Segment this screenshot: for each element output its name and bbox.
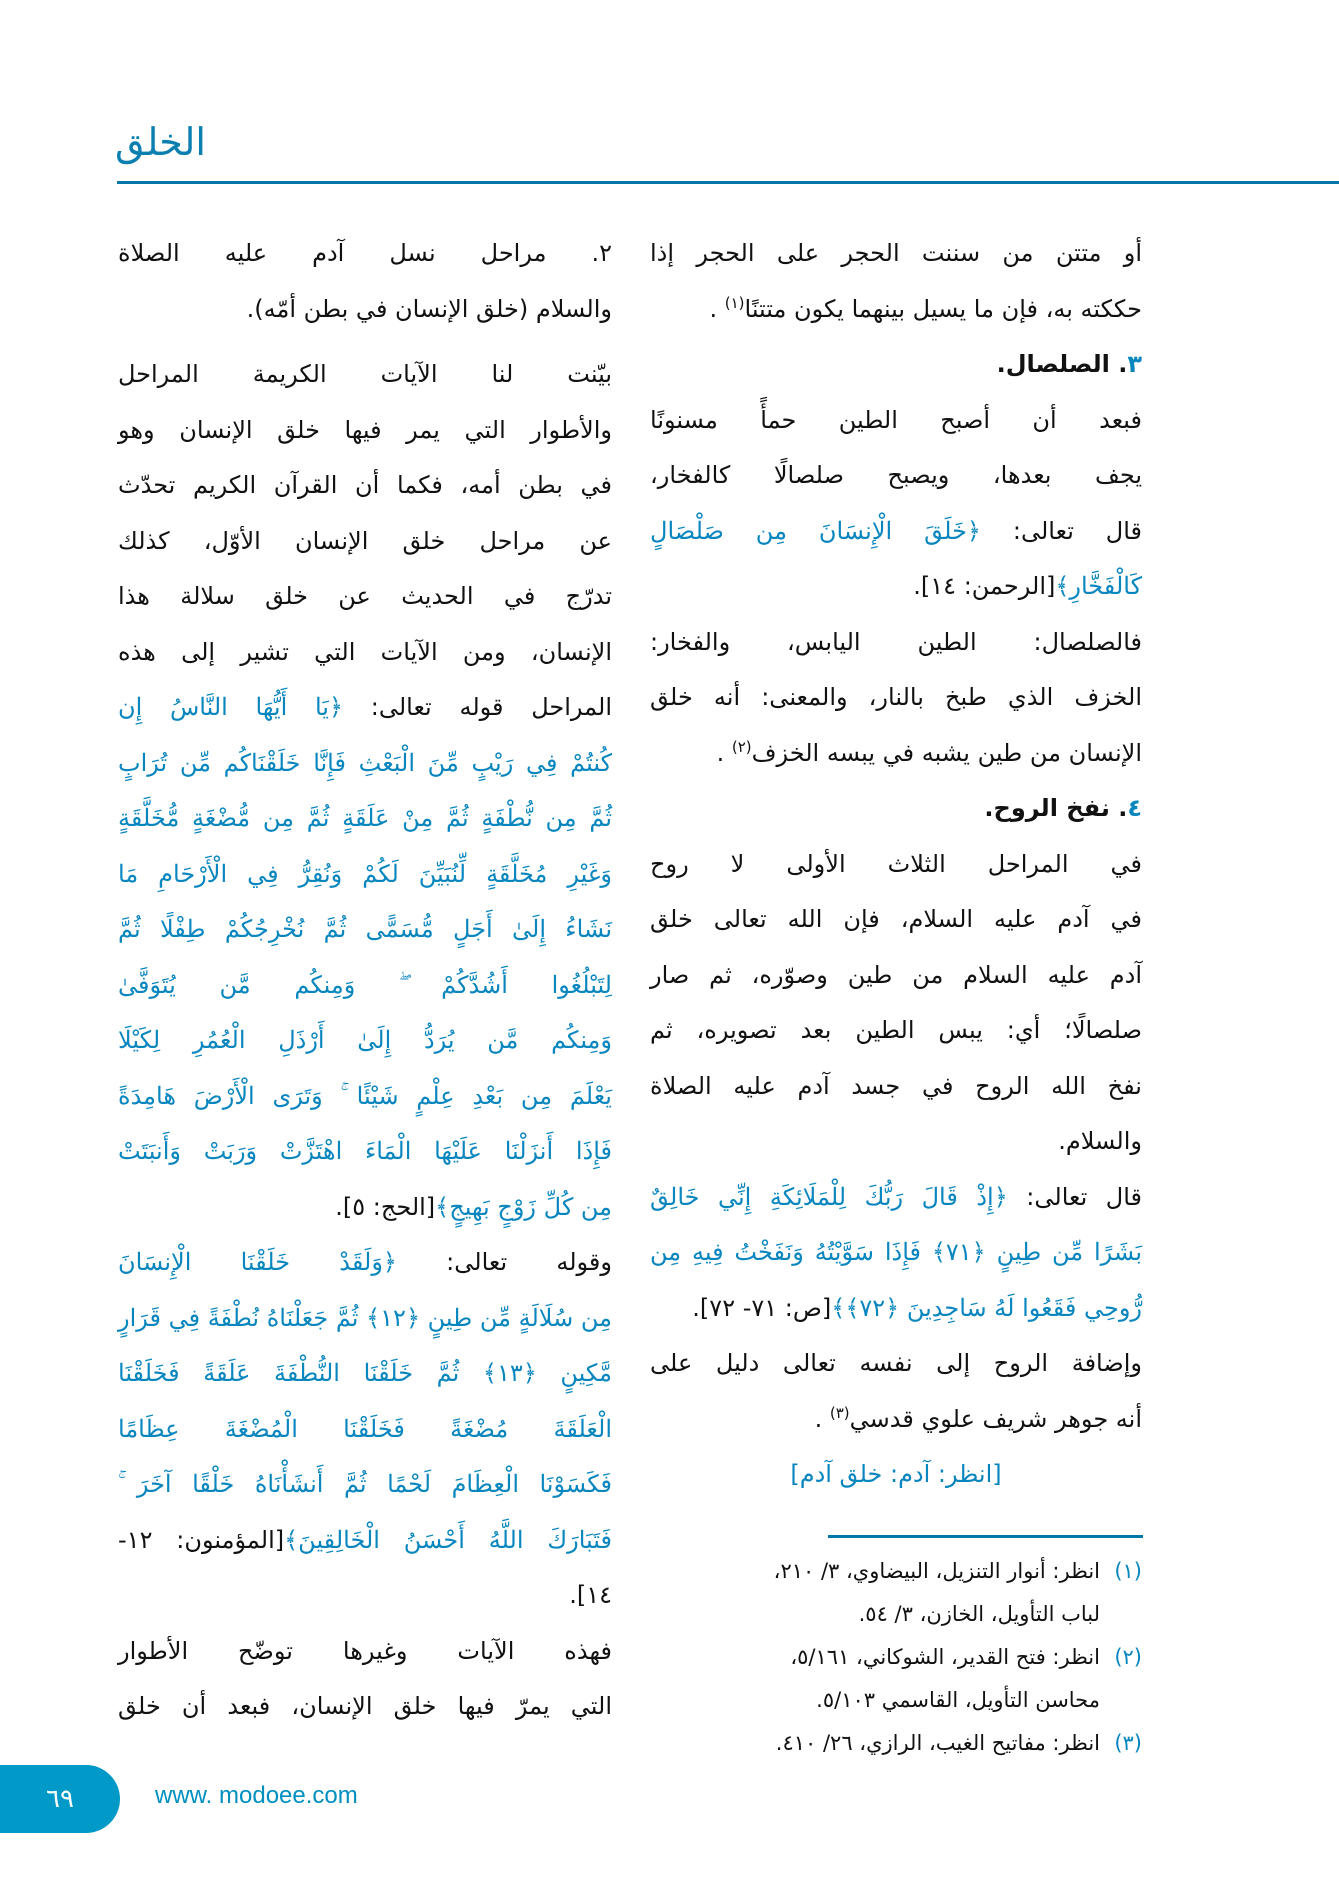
quran-verse: كُنتُمْ فِي رَيْبٍ مِّنَ الْبَعْثِ فَإِنَّا خَلَقْنَاكُم مِّن تُرَابٍ (118, 748, 612, 777)
text-line (650, 337, 1142, 393)
footnote-marker[interactable]: (٣) (829, 1403, 850, 1422)
quran-verse: ﴿يَا أَيُّهَا النَّاسُ إِن (118, 693, 344, 721)
footnote-text: لباب التأويل، الخازن، ٣/ ٥٤. (858, 1602, 1100, 1626)
section-number: ٣ (1127, 350, 1142, 378)
text-segment: والسلام. (1058, 1127, 1142, 1155)
chapter-title: الخلق (115, 120, 206, 164)
text-segment: فبعد أن أصبح الطين حمأً مسنونًا (650, 405, 1142, 434)
text-segment: [ص: ٧١- ٧٢]. (692, 1293, 832, 1322)
website-url[interactable]: www. modoee.com (155, 1782, 358, 1809)
section-number: ٤ (1127, 794, 1142, 822)
right-column (650, 226, 1142, 1503)
text-line (118, 1513, 612, 1569)
page-number: ٦٩ (46, 1784, 74, 1814)
text-line (650, 1447, 1142, 1503)
quran-verse: ﴿وَلَقَدْ خَلَقْنَا الْإِنسَانَ (118, 1248, 397, 1276)
text-line (118, 458, 612, 514)
section-heading: . الصلصال. (996, 350, 1128, 378)
footnote-marker[interactable]: (١) (724, 293, 745, 312)
text-line (650, 1392, 1142, 1448)
text-line (118, 569, 612, 625)
text-line (650, 226, 1142, 282)
quran-verse: ثُمَّ مِن نُّطْفَةٍ ثُمَّ مِنْ عَلَقَةٍ ثُمَّ مِن مُّضْغَةٍ مُّخَلَّقَةٍ (118, 804, 612, 832)
footnote-text: انظر: فتح القدير، الشوكاني، ٥/١٦١، (790, 1645, 1100, 1669)
text-line (650, 1225, 1142, 1281)
text-line (118, 1235, 612, 1291)
footnote-line (650, 1722, 1142, 1765)
quran-verse: نَشَاءُ إِلَىٰ أَجَلٍ مُّسَمًّى ثُمَّ نُخْرِجُكُمْ طِفْلًا ثُمَّ (118, 915, 612, 943)
quran-verse: مَّكِينٍ ﴿١٣﴾ ثُمَّ خَلَقْنَا النُّطْفَةَ عَلَقَةً فَخَلَقْنَا (118, 1359, 612, 1387)
text-line (118, 1291, 612, 1347)
text-line (650, 726, 1142, 782)
text-segment: أو متتن من سننت الحجر على الحجر إذا (650, 239, 1142, 267)
text-line (118, 847, 612, 903)
footnote-number: (١) (1114, 1559, 1142, 1583)
text-segment: في آدم عليه السلام، فإن الله تعالى خلق (650, 905, 1142, 933)
quran-verse: فَكَسَوْنَا الْعِظَامَ لَحْمًا ثُمَّ أَنشَأْنَاهُ خَلْقًا آخَرَ ۚ (118, 1470, 612, 1498)
footnote-text: محاسن التأويل، القاسمي ٥/١٠٣. (816, 1688, 1100, 1712)
quran-verse: كَالْفَخَّارِ﴾ (1055, 572, 1142, 600)
left-column (118, 226, 612, 1735)
footnotes (650, 1550, 1142, 1765)
text-line (118, 625, 612, 681)
text-segment: الإنسان، ومن الآيات التي تشير إلى هذه (118, 637, 612, 666)
footnote-line (650, 1593, 1142, 1636)
text-segment: بيّنت لنا الآيات الكريمة المراحل (118, 360, 612, 388)
text-segment: التي يمرّ فيها خلق الإنسان، فبعد أن خلق (118, 1692, 612, 1720)
quran-verse: وَمِنكُم مَّن يُرَدُّ إِلَىٰ أَرْذَلِ الْعُمُرِ لِكَيْلَا (118, 1026, 612, 1054)
footnote-marker[interactable]: (٢) (731, 737, 752, 756)
paragraph-gap (118, 337, 612, 347)
text-line (650, 781, 1142, 837)
text-line (118, 1402, 612, 1458)
page-number-badge (0, 1765, 120, 1833)
text-segment: . (716, 738, 732, 767)
text-line (650, 1114, 1142, 1170)
text-line (118, 514, 612, 570)
footnote-text: انظر: أنوار التنزيل، البيضاوي، ٣/ ٢١٠، (773, 1559, 1100, 1583)
text-line (650, 837, 1142, 893)
text-line (650, 1170, 1142, 1226)
text-segment: في المراحل الثلاث الأولى لا روح (650, 849, 1142, 878)
text-line (118, 226, 612, 282)
text-line (650, 948, 1142, 1004)
text-segment: فهذه الآيات وغيرها توضّح الأطوار (118, 1636, 612, 1665)
text-line (650, 282, 1142, 338)
footnote-number: (٢) (1114, 1645, 1142, 1669)
quran-verse: رُّوحِي فَقَعُوا لَهُ سَاجِدِينَ ﴿٧٢﴾﴾ (831, 1293, 1142, 1322)
text-segment: تدرّج في الحديث عن خلق سلالة هذا (118, 582, 612, 610)
text-segment: ١٤]. (569, 1581, 612, 1609)
text-segment: أنه جوهر شريف علوي قدسي (849, 1404, 1142, 1433)
text-segment: والسلام (خلق الإنسان في بطن أمّه). (246, 294, 612, 323)
text-segment: والأطوار التي يمر فيها خلق الإنسان وهو (118, 415, 612, 444)
text-segment: حككته به، فإن ما يسيل بينهما يكون متتنًا (744, 294, 1142, 323)
quran-verse: بَشَرًا مِّن طِينٍ ﴿٧١﴾ فَإِذَا سَوَّيْتُهُ وَنَفَخْتُ فِيهِ مِن (650, 1238, 1142, 1266)
text-segment: قال تعالى: (1007, 1182, 1142, 1211)
footnote-number: (٣) (1114, 1731, 1142, 1755)
text-segment: [المؤمنون: ١٢- (118, 1525, 285, 1554)
text-line (650, 448, 1142, 504)
cross-reference[interactable]: [انظر: آدم: خلق آدم] (790, 1460, 1002, 1488)
text-line (118, 1346, 612, 1402)
footnote-line (650, 1636, 1142, 1679)
text-segment: [الحج: ٥]. (335, 1192, 436, 1221)
text-segment: وإضافة الروح إلى نفسه تعالى دليل على (650, 1349, 1142, 1377)
text-line (118, 1624, 612, 1680)
text-segment: الإنسان من طين يشبه في يبسه الخزف (751, 738, 1142, 767)
text-line (650, 559, 1142, 615)
header-divider (117, 181, 1339, 184)
quran-verse: فَإِذَا أَنزَلْنَا عَلَيْهَا الْمَاءَ اهْتَزَّتْ وَرَبَتْ وَأَنبَتَتْ (118, 1137, 612, 1165)
text-line (118, 736, 612, 792)
quran-verse: مِن كُلِّ زَوْجٍ بَهِيجٍ﴾ (435, 1192, 612, 1221)
footnote-text: انظر: مفاتيح الغيب، الرازي، ٢٦/ ٤١٠. (775, 1731, 1100, 1755)
text-line (650, 393, 1142, 449)
text-line (118, 347, 612, 403)
text-line (650, 504, 1142, 560)
quran-verse: مِن سُلَالَةٍ مِّن طِينٍ ﴿١٢﴾ ثُمَّ جَعَلْنَاهُ نُطْفَةً فِي قَرَارٍ (117, 1303, 612, 1332)
text-line (118, 1013, 612, 1069)
text-segment: وقوله تعالى: (396, 1248, 612, 1276)
text-segment: عن مراحل خلق الإنسان الأوّل، كذلك (118, 526, 612, 555)
text-line (650, 615, 1142, 671)
text-line (650, 1003, 1142, 1059)
quran-verse: لِتَبْلُغُوا أَشُدَّكُمْ ۖ وَمِنكُم مَّن يُتَوَفَّىٰ (118, 970, 612, 999)
text-line (118, 1180, 612, 1236)
text-segment: يجف بعدها، ويصبح صلصالًا كالفخار، (650, 461, 1142, 489)
text-line (118, 1457, 612, 1513)
text-line (118, 1568, 612, 1624)
text-line (118, 403, 612, 459)
text-line (650, 1281, 1142, 1337)
footnote-line (650, 1550, 1142, 1593)
text-line (118, 791, 612, 847)
text-segment: [الرحمن: ١٤]. (913, 572, 1056, 600)
text-segment: فالصلصال: الطين اليابس، والفخار: (650, 627, 1142, 656)
quran-verse: ﴿خَلَقَ الْإِنسَانَ مِن صَلْصَالٍ (650, 516, 981, 545)
text-line (650, 892, 1142, 948)
text-segment: المراحل قوله تعالى: (343, 693, 612, 721)
text-segment: . (709, 294, 725, 323)
text-segment: الخزف الذي طبخ بالنار، والمعنى: أنه خلق (650, 683, 1142, 711)
text-line (650, 670, 1142, 726)
quran-verse: فَتَبَارَكَ اللَّهُ أَحْسَنُ الْخَالِقِينَ﴾ (284, 1525, 612, 1554)
text-line (118, 958, 612, 1014)
text-segment: آدم عليه السلام من طين وصوّره، ثم صار (650, 960, 1142, 989)
text-segment: قال تعالى: (980, 516, 1142, 545)
text-line (118, 1679, 612, 1735)
text-line (118, 680, 612, 736)
text-segment: . (814, 1404, 830, 1433)
text-line (650, 1059, 1142, 1115)
text-line (650, 1336, 1142, 1392)
quran-verse: وَغَيْرِ مُخَلَّقَةٍ لِّنُبَيِّنَ لَكُمْ وَنُقِرُّ فِي الْأَرْحَامِ مَا (118, 859, 612, 888)
quran-verse: ﴿إِذْ قَالَ رَبُّكَ لِلْمَلَائِكَةِ إِنِّي خَالِقٌ (650, 1182, 1008, 1211)
text-line (118, 902, 612, 958)
text-segment: في بطن أمه، فكما أن القرآن الكريم تحدّث (118, 471, 612, 499)
text-line (118, 1069, 612, 1125)
text-line (118, 282, 612, 338)
footnote-line (650, 1679, 1142, 1722)
quran-verse: يَعْلَمَ مِن بَعْدِ عِلْمٍ شَيْئًا ۚ وَتَرَى الْأَرْضَ هَامِدَةً (118, 1081, 612, 1110)
text-segment: صلصالًا؛ أي: يبس الطين بعد تصويره، ثم (650, 1016, 1142, 1044)
section-heading: . نفخ الروح. (984, 794, 1128, 822)
quran-verse: الْعَلَقَةَ مُضْغَةً فَخَلَقْنَا الْمُضْغَةَ عِظَامًا (118, 1414, 612, 1443)
text-segment: نفخ الله الروح في جسد آدم عليه الصلاة (650, 1071, 1142, 1100)
footnote-divider (828, 1535, 1143, 1538)
text-line (118, 1124, 612, 1180)
text-segment: ٢. مراحل نسل آدم عليه الصلاة (118, 239, 612, 267)
